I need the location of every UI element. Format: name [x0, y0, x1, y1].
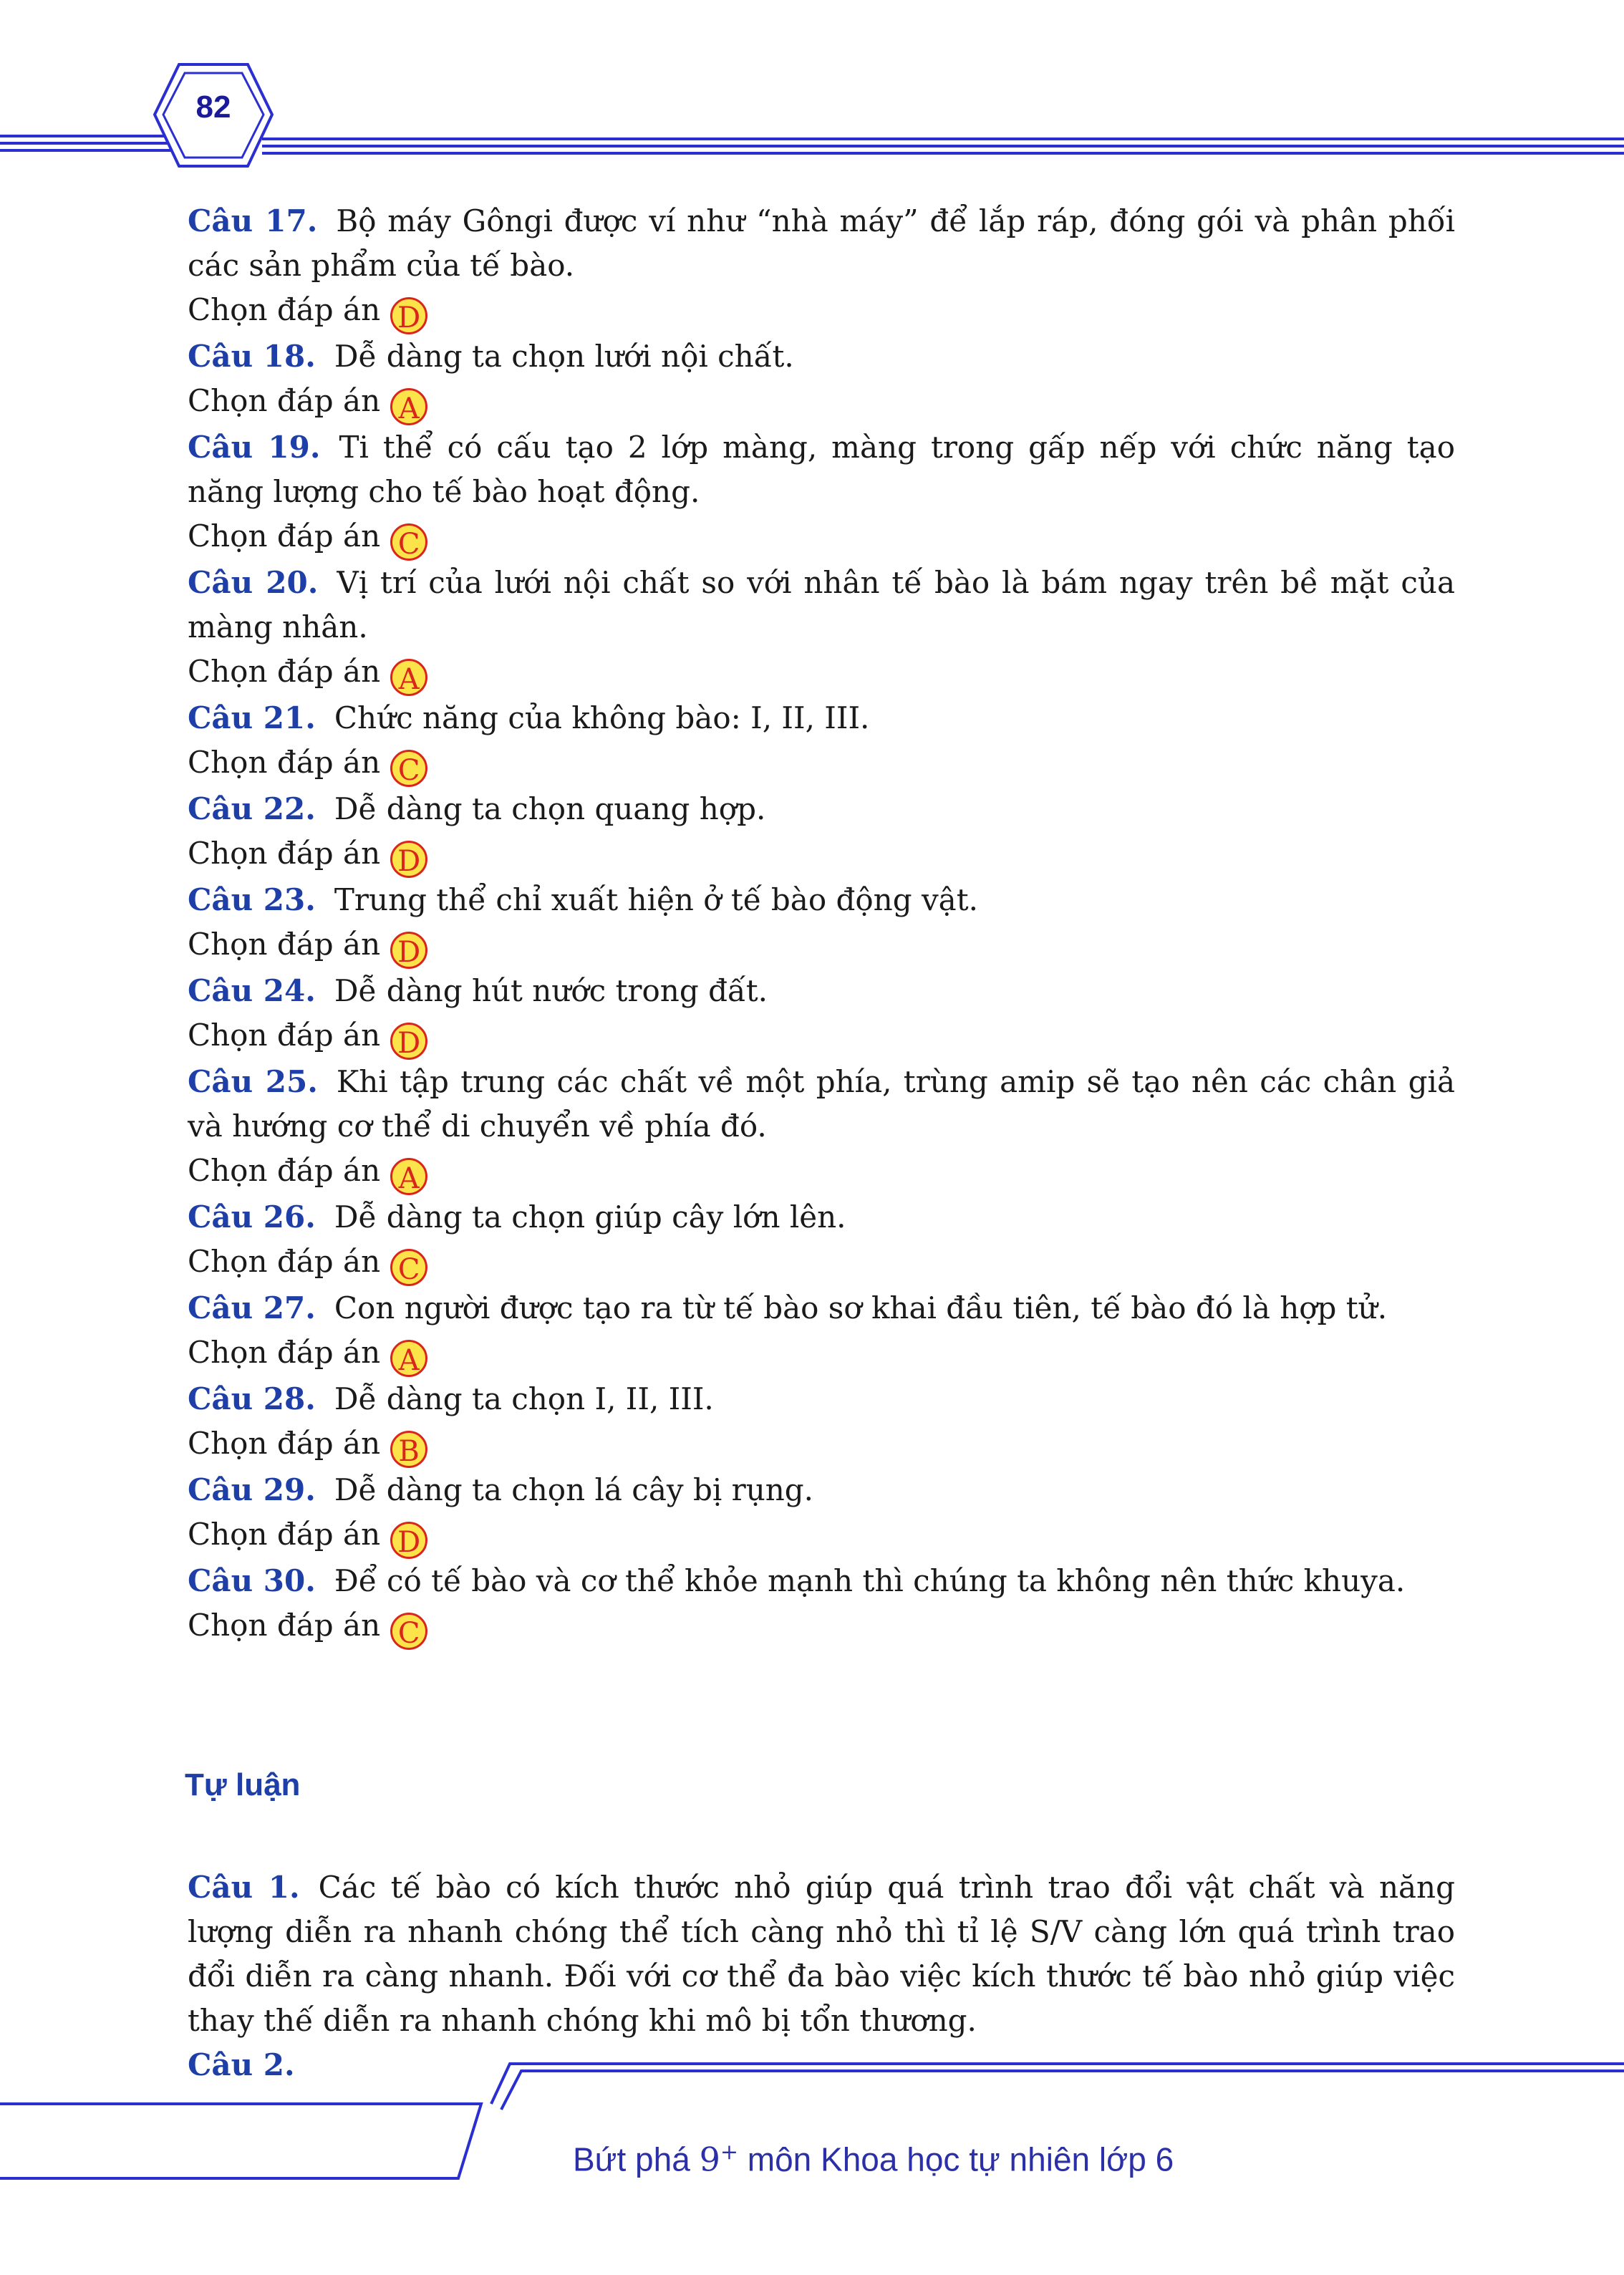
question-explanation: Dễ dàng ta chọn giúp cây lớn lên. — [334, 1199, 846, 1235]
question-explanation: Trung thể chỉ xuất hiện ở tế bào động vật. — [334, 882, 978, 917]
answer-prefix: Chọn đáp án — [188, 1153, 381, 1188]
footer-number: 9 — [699, 2140, 720, 2179]
answer-prefix: Chọn đáp án — [188, 1608, 381, 1643]
question-explanation: Dễ dàng ta chọn quang hợp. — [334, 791, 766, 826]
answer-badge: C — [390, 1249, 427, 1286]
essay-question-number: Câu 1. — [188, 1870, 300, 1905]
question-explanation: Để có tế bào và cơ thể khỏe mạnh thì chúng ta không nên thức khuya. — [334, 1563, 1406, 1598]
footer-superscript: + — [720, 2140, 738, 2165]
answer-prefix: Chọn đáp án — [188, 1426, 381, 1461]
question-explanation: Con người được tạo ra từ tế bào sơ khai đầu tiên, tế bào đó là hợp tử. — [334, 1290, 1388, 1325]
page-number: 82 — [195, 90, 231, 125]
answer-badge: D — [390, 1023, 427, 1060]
answer-badge: D — [390, 1522, 427, 1559]
answer-prefix: Chọn đáp án — [188, 1335, 381, 1370]
question-block — [188, 561, 1455, 696]
essay-answers — [188, 1865, 1455, 2087]
question-explanation: Dễ dàng ta chọn I, II, III. — [334, 1381, 714, 1416]
question-number: Câu 21. — [188, 700, 316, 735]
section-title: Tự luận — [185, 1767, 301, 1802]
question-explanation: Vị trí của lưới nội chất so với nhân tế bào là bám ngay trên bề mặt của màng nhân. — [188, 565, 1456, 644]
answer-prefix: Chọn đáp án — [188, 1517, 381, 1552]
answer-badge: D — [390, 297, 427, 334]
footer-suffix: môn Khoa học tự nhiên lớp 6 — [738, 2140, 1174, 2178]
question-explanation: Dễ dàng ta chọn lưới nội chất. — [334, 339, 794, 374]
question-block — [188, 1468, 1455, 1559]
answer-badge: D — [390, 932, 427, 969]
question-number: Câu 24. — [188, 973, 316, 1008]
answer-prefix: Chọn đáp án — [188, 1244, 381, 1279]
question-explanation: Ti thể có cấu tạo 2 lớp màng, màng trong gấp nếp với chức năng tạo năng lượng cho tế bào hoạt động. — [188, 430, 1455, 509]
question-number: Câu 30. — [188, 1563, 316, 1598]
question-number: Câu 18. — [188, 339, 316, 374]
question-number: Câu 29. — [188, 1472, 316, 1507]
answer-prefix: Chọn đáp án — [188, 836, 381, 871]
question-number: Câu 20. — [188, 565, 319, 600]
question-block — [188, 787, 1455, 878]
question-number: Câu 25. — [188, 1064, 318, 1099]
answer-prefix: Chọn đáp án — [188, 383, 381, 418]
question-explanation: Dễ dàng ta chọn lá cây bị rụng. — [334, 1472, 814, 1507]
question-number: Câu 22. — [188, 791, 316, 826]
answer-badge: C — [390, 750, 427, 787]
answer-badge: A — [390, 388, 427, 425]
answer-badge: A — [390, 1158, 427, 1195]
question-explanation: Khi tập trung các chất về một phía, trùng amip sẽ tạo nên các chân giả và hướng cơ thể di chuyển về phía đó. — [188, 1064, 1456, 1144]
answer-badge: A — [390, 659, 427, 696]
question-block — [188, 1286, 1455, 1377]
answer-prefix: Chọn đáp án — [188, 518, 381, 554]
question-number: Câu 27. — [188, 1290, 316, 1325]
answer-badge: C — [390, 523, 427, 561]
question-block — [188, 1377, 1455, 1468]
answer-prefix: Chọn đáp án — [188, 1018, 381, 1053]
question-number: Câu 23. — [188, 882, 316, 917]
footer-prefix: Bứt phá — [573, 2140, 700, 2178]
question-block — [188, 878, 1455, 969]
question-block — [188, 1060, 1455, 1195]
question-number: Câu 17. — [188, 203, 318, 238]
essay-question-number: Câu 2. — [188, 2047, 295, 2082]
answer-prefix: Chọn đáp án — [188, 292, 381, 327]
question-block — [188, 199, 1455, 334]
answer-badge: D — [390, 841, 427, 878]
question-explanation: Bộ máy Gôngi được ví như “nhà máy” để lắp ráp, đóng gói và phân phối các sản phẩm của tế bào. — [188, 203, 1455, 283]
question-block — [188, 334, 1455, 425]
book-title-footer — [573, 2140, 1174, 2178]
answer-prefix: Chọn đáp án — [188, 927, 381, 962]
answer-explanations — [188, 199, 1455, 1650]
question-number: Câu 28. — [188, 1381, 316, 1416]
question-block — [188, 425, 1455, 561]
essay-item — [188, 2043, 1455, 2087]
question-block — [188, 1559, 1455, 1650]
question-block — [188, 696, 1455, 787]
question-explanation: Dễ dàng hút nước trong đất. — [334, 973, 768, 1008]
answer-badge: B — [390, 1431, 427, 1468]
essay-answer-text: Các tế bào có kích thước nhỏ giúp quá trình trao đổi vật chất và năng lượng diễn ra nhanh chóng thể tích càng nhỏ thì tỉ lệ S/V càng lớn quá trình trao đổi diễn ra càng nhanh. Đối với cơ thể đa bào việc kích thước tế bào nhỏ giúp việc thay thế diễn ra nhanh chóng khi mô bị tổn thương. — [188, 1870, 1455, 2038]
question-block — [188, 969, 1455, 1060]
question-block — [188, 1195, 1455, 1286]
essay-item — [188, 1865, 1455, 2043]
question-number: Câu 26. — [188, 1199, 316, 1235]
question-number: Câu 19. — [188, 430, 321, 465]
answer-prefix: Chọn đáp án — [188, 654, 381, 689]
answer-badge: A — [390, 1340, 427, 1377]
answer-badge: C — [390, 1613, 427, 1650]
question-explanation: Chức năng của không bào: I, II, III. — [334, 700, 870, 735]
answer-prefix: Chọn đáp án — [188, 745, 381, 780]
